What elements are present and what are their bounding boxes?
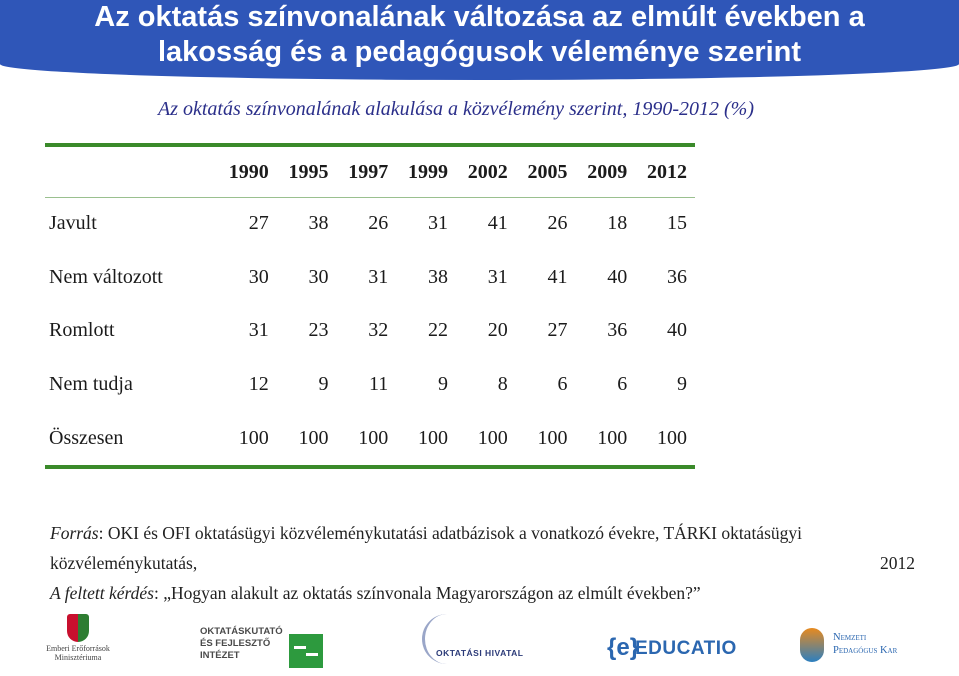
table-cell: 100: [477, 426, 508, 449]
table-row: [45, 358, 695, 412]
table-cell: 40: [667, 319, 687, 342]
table-cell: 8: [497, 373, 508, 396]
column-header: 2009: [587, 160, 628, 183]
question-line: [50, 578, 915, 608]
logo-bar: [0, 610, 959, 676]
table-row: [45, 304, 695, 358]
table-cell: 26: [368, 212, 389, 235]
table-cell: 40: [607, 265, 628, 288]
ofi-mark-icon: [289, 634, 323, 668]
table-cell: 9: [318, 373, 329, 396]
table-cell: 31: [487, 265, 508, 288]
table-cell: 20: [487, 319, 508, 342]
table-row: [45, 197, 695, 251]
table-cell: 9: [677, 373, 687, 396]
row-label: Nem tudja: [49, 373, 133, 396]
table-cell: 12: [248, 373, 269, 396]
row-label: Összesen: [49, 426, 124, 449]
page-title-line1: Az oktatás színvonalának változása az elmúlt években a: [94, 1, 865, 33]
npk-logo: [800, 626, 940, 670]
table-cell: 100: [597, 426, 628, 449]
source-text: : OKI és OFI oktatásügyi közvéleménykutatási adatbázisok a vonatkozó évekre, TÁRKI oktatásügyi: [98, 523, 803, 543]
table-cell: 26: [547, 212, 568, 235]
row-label: Javult: [49, 212, 97, 235]
source-note: [50, 518, 915, 608]
ofi-logo: [200, 626, 330, 676]
column-header: 1990: [228, 160, 269, 183]
column-header: 2005: [527, 160, 568, 183]
table-cell: 6: [617, 373, 628, 396]
column-header-empty: [45, 147, 217, 197]
table-bottom-rule: [45, 465, 695, 469]
hungarian-crest-icon: [67, 614, 89, 642]
table-cell: 31: [368, 265, 389, 288]
table-cell: 32: [368, 319, 389, 342]
table-cell: 9: [438, 373, 448, 396]
ofi-logo-text-3: INTÉZET: [200, 650, 240, 661]
column-header: 2002: [467, 160, 508, 183]
npk-flame-icon: [800, 628, 824, 662]
table-cell: 100: [358, 426, 389, 449]
table-title: Az oktatás színvonalának alakulása a közvélemény szerint, 1990-2012 (%): [158, 98, 755, 120]
table-cell: 30: [248, 265, 269, 288]
ofi-logo-text: [200, 626, 283, 662]
table-cell: 31: [428, 212, 448, 235]
data-table: [45, 147, 695, 465]
table-cell: 22: [428, 319, 448, 342]
table-cell: 100: [657, 426, 687, 449]
source-line2: [50, 548, 915, 578]
column-header: 1997: [348, 160, 389, 183]
table-cell: 15: [667, 212, 687, 235]
question-text: : „Hogyan alakult az oktatás színvonala Magyarországon az elmúlt években?”: [154, 583, 701, 603]
source-label: Forrás: [50, 523, 99, 543]
table-cell: 36: [667, 265, 687, 288]
table-cell: 36: [607, 319, 628, 342]
table-cell: 100: [298, 426, 329, 449]
page-title: [0, 0, 959, 70]
table-cell: 6: [557, 373, 568, 396]
educatio-mark-icon: {e}: [607, 634, 640, 661]
okh-logo: [420, 614, 530, 670]
table-cell: 27: [547, 319, 568, 342]
okh-logo-text: OKTATÁSI HIVATAL: [436, 648, 524, 658]
table-row-total: [45, 411, 695, 465]
question-label: A feltett kérdés: [50, 583, 154, 603]
table-cell: 100: [537, 426, 568, 449]
row-label: Nem változott: [49, 265, 163, 288]
table-cell: 41: [547, 265, 568, 288]
educatio-logo-text: EDUCATIO: [635, 638, 737, 659]
npk-logo-text-1: Nemzeti: [833, 632, 867, 643]
table-header-row: [45, 147, 695, 197]
table-cell: 31: [248, 319, 269, 342]
emmi-logo: [28, 614, 128, 662]
table-cell: 18: [607, 212, 628, 235]
column-header: 1995: [288, 160, 329, 183]
table-cell: 41: [487, 212, 508, 235]
row-label: Romlott: [49, 319, 115, 342]
table-cell: 38: [428, 265, 448, 288]
table-cell: 100: [418, 426, 448, 449]
table-cell: 27: [248, 212, 269, 235]
npk-logo-text-2: Pedagógus Kar: [833, 645, 898, 656]
source-text-cont: közvéleménykutatás,: [50, 553, 198, 573]
source-year: 2012: [880, 553, 915, 573]
page-title-line2: lakosság és a pedagógusok véleménye szerint: [157, 36, 802, 68]
table-cell: 23: [308, 319, 329, 342]
npk-logo-text: [833, 631, 897, 657]
table-cell: 30: [308, 265, 329, 288]
column-header: 1999: [408, 160, 448, 183]
emmi-logo-text-1: Emberi Erőforrások: [46, 644, 110, 653]
column-header: 2012: [647, 160, 687, 183]
table-cell: 11: [368, 373, 389, 396]
ofi-logo-text-1: OKTATÁSKUTATÓ: [200, 626, 283, 637]
table-cell: 38: [308, 212, 329, 235]
ofi-logo-text-2: ÉS FEJLESZTŐ: [200, 638, 271, 649]
table-cell: 100: [238, 426, 269, 449]
emmi-logo-text-2: Minisztériuma: [54, 653, 102, 662]
table-row: [45, 251, 695, 305]
source-line1: [50, 518, 915, 548]
